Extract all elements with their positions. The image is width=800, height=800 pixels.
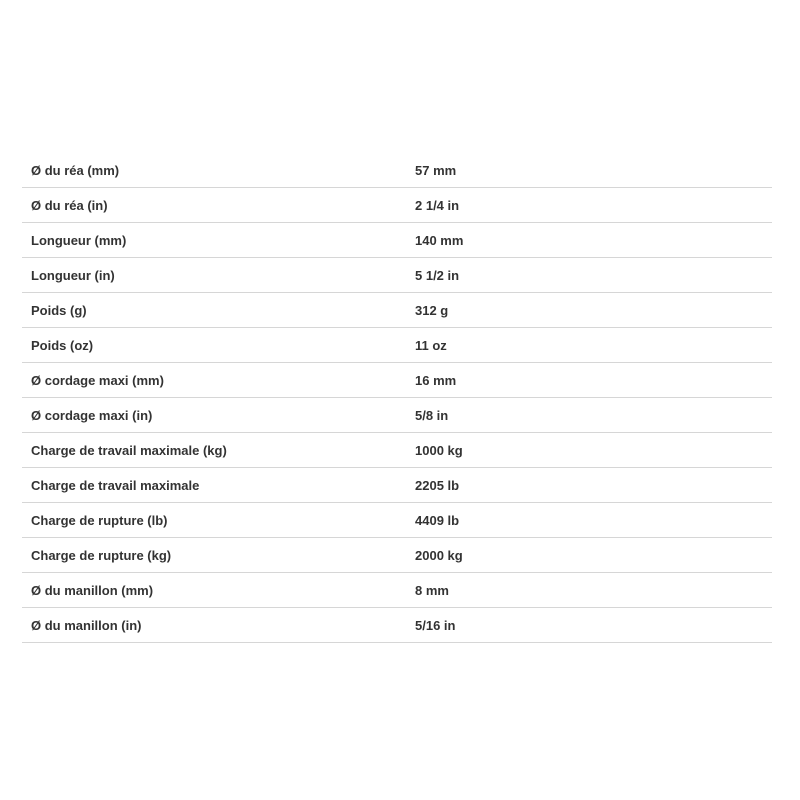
table-row [22,503,772,538]
table-row [22,363,772,398]
spec-value: 2 1/4 in [406,188,772,223]
table-row [22,293,772,328]
table-row [22,258,772,293]
spec-label: Ø cordage maxi (mm) [22,363,406,398]
spec-value: 5/16 in [406,608,772,643]
table-row [22,328,772,363]
spec-label: Ø cordage maxi (in) [22,398,406,433]
spec-label: Charge de travail maximale (kg) [22,433,406,468]
spec-label: Charge de rupture (lb) [22,503,406,538]
spec-value: 312 g [406,293,772,328]
table-row [22,608,772,643]
spec-value: 4409 lb [406,503,772,538]
table-row [22,468,772,503]
spec-label: Poids (oz) [22,328,406,363]
spec-label: Charge de travail maximale [22,468,406,503]
spec-value: 8 mm [406,573,772,608]
spec-label: Longueur (mm) [22,223,406,258]
spec-value: 5/8 in [406,398,772,433]
spec-label: Ø du manillon (in) [22,608,406,643]
spec-label: Poids (g) [22,293,406,328]
spec-value: 11 oz [406,328,772,363]
table-row [22,573,772,608]
table-row [22,223,772,258]
spec-value: 5 1/2 in [406,258,772,293]
spec-label: Ø du manillon (mm) [22,573,406,608]
spec-label: Longueur (in) [22,258,406,293]
spec-value: 57 mm [406,153,772,188]
table-row [22,153,772,188]
spec-value: 16 mm [406,363,772,398]
spec-value: 1000 kg [406,433,772,468]
table-row [22,398,772,433]
spec-value: 2205 lb [406,468,772,503]
spec-label: Ø du réa (mm) [22,153,406,188]
spec-table [22,153,772,643]
spec-value: 2000 kg [406,538,772,573]
table-row [22,433,772,468]
spec-label: Charge de rupture (kg) [22,538,406,573]
table-row [22,538,772,573]
spec-value: 140 mm [406,223,772,258]
spec-label: Ø du réa (in) [22,188,406,223]
table-row [22,188,772,223]
